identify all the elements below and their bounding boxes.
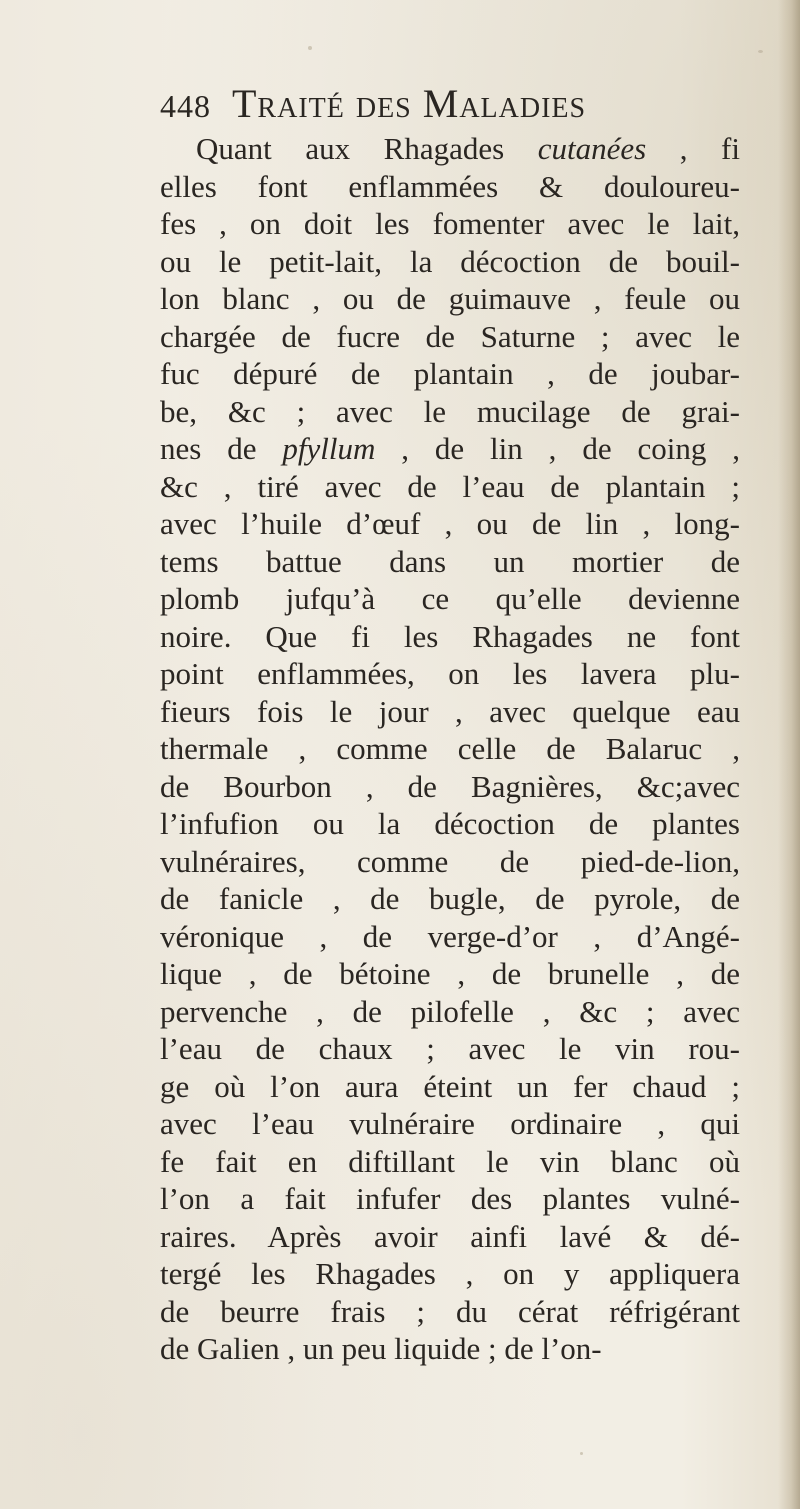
text-fragment: &c , tiré avec de l’eau de plantain ; [160, 468, 740, 504]
text-fragment: avec l’eau vulnéraire ordinaire , qui [160, 1106, 740, 1141]
text-fragment: Quant aux Rhagades [196, 131, 538, 166]
text-line [160, 1068, 740, 1106]
text-line [160, 430, 740, 468]
text-line [160, 1030, 740, 1068]
text-line [160, 205, 740, 243]
text-fragment: ou le petit-lait, la décoction de bouil- [160, 243, 740, 279]
text-fragment: be, &c ; avec le mucilage de grai- [160, 393, 740, 429]
text-fragment: , de lin , de coing , [375, 431, 740, 466]
text-line [160, 543, 740, 581]
text-fragment: nes de [160, 431, 283, 466]
paper-speck [308, 46, 312, 50]
text-fragment: noire. Que fi les Rhagades ne font [160, 618, 740, 654]
text-fragment: l’eau de chaux ; avec le vin rou- [160, 1031, 740, 1066]
text-line [160, 355, 740, 393]
text-line [160, 1255, 740, 1293]
page-number: 448 [160, 88, 211, 124]
text-line [160, 130, 740, 168]
text-line [160, 1143, 740, 1181]
text-line [160, 768, 740, 806]
text-fragment: de beurre frais ; du cérat réfrigérant [160, 1293, 740, 1329]
text-fragment: fuc dépuré de plantain , de joubar- [160, 356, 740, 391]
running-header [160, 80, 586, 127]
text-fragment: fes , on doit les fomenter avec le lait, [160, 206, 740, 241]
text-line [160, 1105, 740, 1143]
italic-term: cutanées [537, 131, 647, 166]
text-line [160, 468, 740, 506]
text-fragment: fe fait en diftillant le vin blanc où [160, 1143, 740, 1179]
text-fragment: tergé les Rhagades , on y appliquera [160, 1256, 740, 1291]
text-fragment: lique , de bétoine , de brunelle , de [160, 956, 740, 991]
text-line [160, 1330, 740, 1368]
text-line [160, 693, 740, 731]
text-line [160, 168, 740, 206]
text-fragment: de fanicle , de bugle, de pyrole, de [160, 881, 740, 916]
text-fragment: pervenche , de pilofelle , &c ; avec [160, 993, 740, 1029]
text-fragment: raires. Après avoir ainfi lavé & dé- [160, 1218, 740, 1254]
text-line [160, 580, 740, 618]
text-line [160, 318, 740, 356]
text-line [160, 1218, 740, 1256]
text-fragment: de Galien , un peu liquide ; de l’on- [160, 1331, 602, 1366]
text-line [160, 505, 740, 543]
italic-term: pfyllum [282, 431, 376, 466]
text-fragment: tems battue dans un mortier de [160, 543, 740, 579]
text-line [160, 243, 740, 281]
text-line [160, 805, 740, 843]
text-line [160, 280, 740, 318]
text-fragment: point enflammées, on les lavera plu- [160, 656, 740, 691]
text-line [160, 880, 740, 918]
text-fragment: avec l’huile d’œuf , ou de lin , long- [160, 506, 740, 541]
text-fragment: elles font enflammées & douloureu- [160, 168, 740, 204]
text-fragment: fieurs fois le jour , avec quelque eau [160, 693, 740, 729]
text-line [160, 618, 740, 656]
text-fragment: chargée de fucre de Saturne ; avec le [160, 318, 740, 354]
text-fragment: thermale , comme celle de Balaruc , [160, 731, 740, 766]
text-line [160, 955, 740, 993]
running-title: Traité des Maladies [232, 81, 587, 126]
text-line [160, 843, 740, 881]
text-line [160, 1293, 740, 1331]
paper-speck [758, 50, 763, 53]
text-line [160, 655, 740, 693]
paper-speck [580, 1452, 583, 1455]
text-line [160, 1180, 740, 1218]
text-fragment: , fi [646, 131, 740, 166]
page-edge-shadow [778, 0, 800, 1509]
text-fragment: véronique , de verge-d’or , d’Angé- [160, 918, 740, 954]
body-paragraph [160, 130, 740, 1368]
text-line [160, 993, 740, 1031]
text-fragment: de Bourbon , de Bagnières, &c;avec [160, 768, 740, 804]
text-fragment: plomb jufqu’à ce qu’elle devienne [160, 581, 740, 616]
text-fragment: l’infufion ou la décoction de plantes [160, 806, 740, 841]
text-fragment: ge où l’on aura éteint un fer chaud ; [160, 1068, 740, 1104]
text-fragment: l’on a fait infufer des plantes vulné- [160, 1181, 740, 1216]
text-fragment: lon blanc , ou de guimauve , feule ou [160, 281, 740, 316]
text-line [160, 393, 740, 431]
text-line [160, 730, 740, 768]
text-fragment: vulnéraires, comme de pied-de-lion, [160, 843, 740, 879]
text-line [160, 918, 740, 956]
